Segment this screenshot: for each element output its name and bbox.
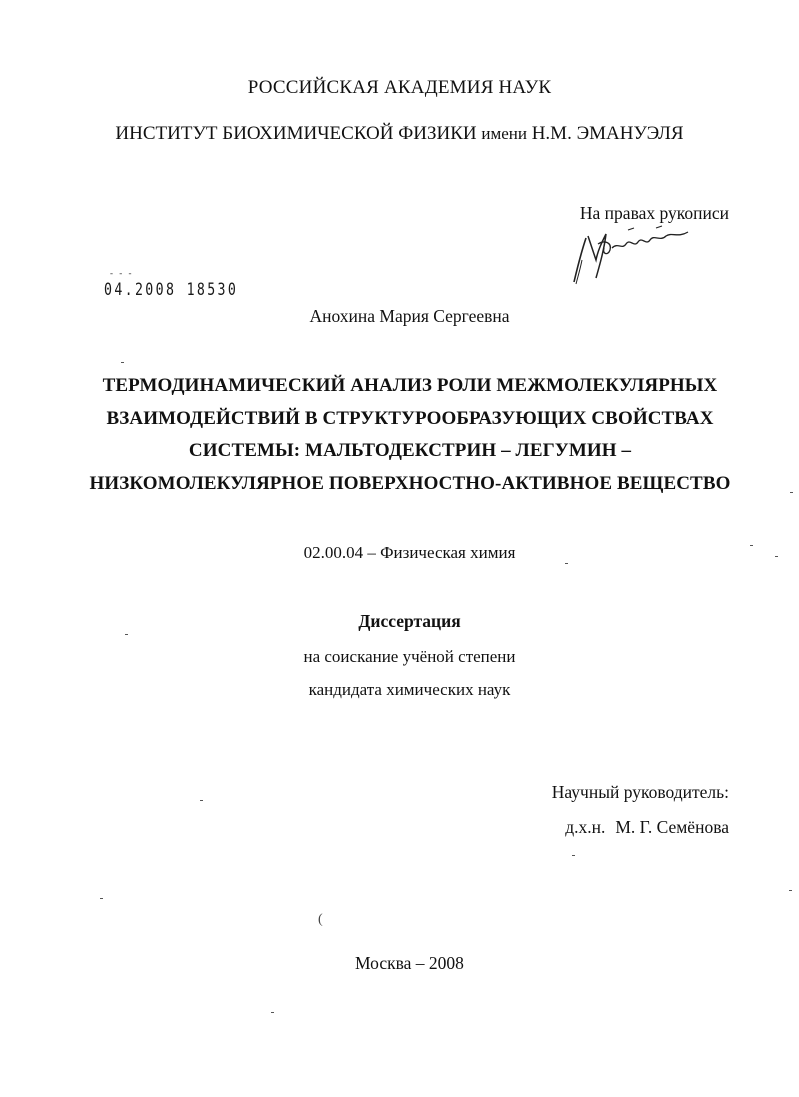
- scan-speck: [200, 800, 203, 801]
- scan-speck: [775, 556, 778, 557]
- degree-line-2: кандидата химических наук: [308, 680, 511, 699]
- scan-speck: [565, 563, 568, 564]
- title-line: ТЕРМОДИНАМИЧЕСКИЙ АНАЛИЗ РОЛИ МЕЖМОЛЕКУЛЯРНЫХ: [102, 375, 718, 396]
- manuscript-rights-note: На правах рукописи: [579, 203, 729, 223]
- supervisor: [565, 817, 729, 838]
- city-year: Москва – 2008: [355, 953, 464, 973]
- title-line: СИСТЕМЫ: МАЛЬТОДЕКСТРИН – ЛЕГУМИН –: [188, 440, 632, 461]
- scan-speck: [789, 890, 792, 891]
- scan-speck: [572, 855, 575, 856]
- institute-main: ИНСТИТУТ БИОХИМИЧЕСКОЙ ФИЗИКИ: [115, 123, 477, 144]
- supervisor-name: М. Г. Семёнова: [615, 817, 729, 837]
- supervisor-label: Научный руководитель:: [551, 782, 729, 802]
- scan-speck: [125, 634, 128, 635]
- title-line: НИЗКОМОЛЕКУЛЯРНОЕ ПОВЕРХНОСТНО-АКТИВНОЕ ВЕЩЕСТВО: [89, 472, 731, 494]
- institute-name: Н.М. ЭМАНУЭЛЯ: [531, 123, 684, 144]
- supervisor-title: д.х.н.: [565, 817, 606, 837]
- scan-speck: [121, 362, 124, 363]
- dissertation-title: [60, 370, 760, 500]
- scan-speck: [790, 492, 793, 493]
- institute-imeni: имени: [481, 124, 527, 143]
- document-type: Диссертация: [358, 611, 461, 631]
- scan-speck: [100, 898, 103, 899]
- scan-speck: [750, 545, 753, 546]
- title-line: ВЗАИМОДЕЙСТВИЙ В СТРУКТУРООБРАЗУЮЩИХ СВОЙСТВАХ: [106, 407, 714, 429]
- scan-speck: (: [318, 912, 323, 927]
- academy-heading: РОССИЙСКАЯ АКАДЕМИЯ НАУК: [247, 77, 552, 98]
- handwritten-signature: [568, 220, 698, 290]
- author-name: Анохина Мария Сергеевна: [309, 306, 510, 326]
- specialty-code: 02.00.04 – Физическая химия: [303, 543, 516, 562]
- stamp-marks: - - -: [110, 268, 134, 278]
- degree-line-1: на соискание учёной степени: [303, 647, 516, 666]
- registration-stamp-number: 04.2008 18530: [104, 280, 239, 300]
- scan-speck: [271, 1012, 274, 1013]
- institute-heading: [0, 123, 799, 145]
